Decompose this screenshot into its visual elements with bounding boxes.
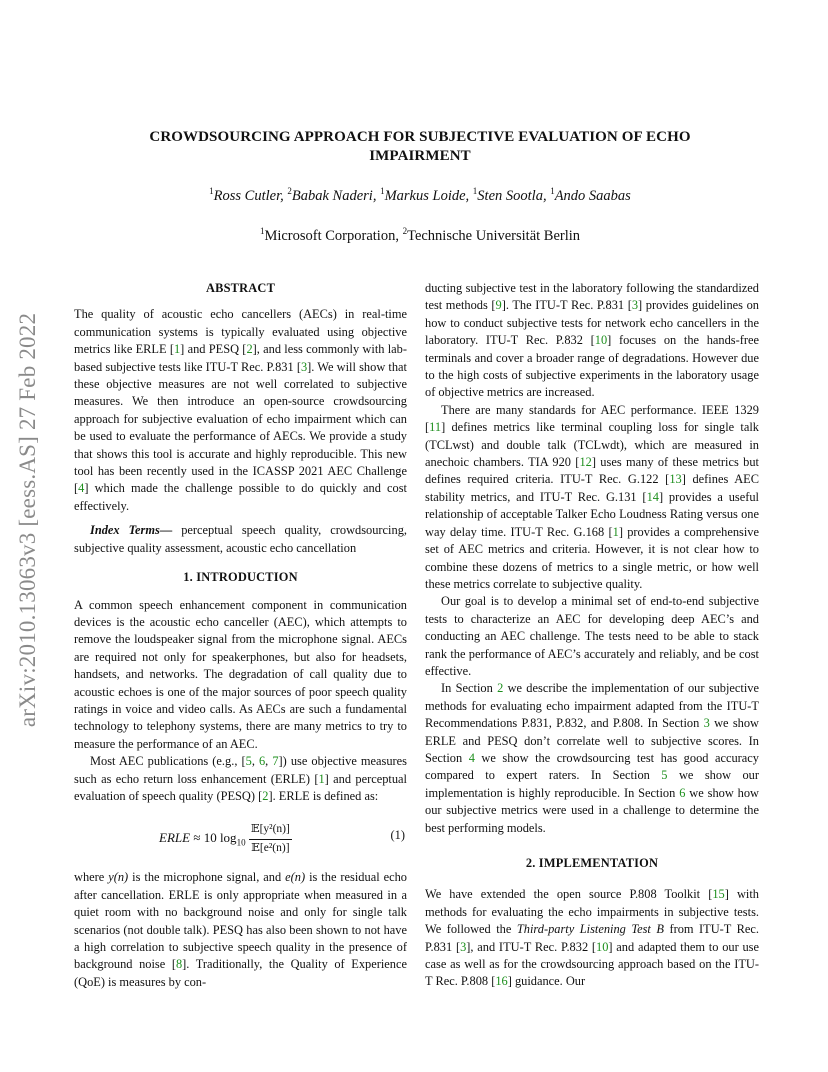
affiliation-name: Technische Universität Berlin: [407, 227, 581, 244]
citation-link[interactable]: 11: [429, 420, 442, 435]
equation-subscript: 10: [236, 837, 246, 848]
citation-link[interactable]: 16: [495, 974, 508, 989]
citation-link[interactable]: 3: [300, 359, 308, 374]
citation-link[interactable]: 8: [175, 957, 183, 972]
intro-paragraph-4: There are many standards for AEC performance. IEEE 1329 [11] defines metrics like terminal coupling loss for single talk (TCLwst) and double talk (TCLwdt), which are measured in anechoic chambers. TIA 920 [12] uses many of these metrics but defines required criteria. ITU-T Rec. G.122 [13] defines AEC stability metrics, and ITU-T Rec. G.131 [14] provides a useful relationship of acceptable Talker Echo Loudness Rating versus one way delay time. ITU-T Rec. G.168 [1] provides a comprehensive set of AEC metrics and criteria. However, it is not clear how to combine these dozens of metrics to a single metric, or how well these metrics correlate to subjective quality.: [425, 402, 760, 591]
left-column: [74, 280, 407, 991]
citation-link[interactable]: 9: [495, 298, 502, 313]
intro-paragraph-5: Our goal is to develop a minimal set of end-to-end subjective tests to characterize an AEC for developing deep AEC’s and conducting an AEC challenge. The tests need to be able to stack rank the performance of AEC’s accurately and reliably, and be cost effective.: [425, 594, 759, 678]
implementation-paragraph: We have extended the open source P.808 Toolkit [15] with methods for evaluating the echo impairments in subjective tests. We followed the Third-party Listening Test B from ITU-T Rec. P.831 [3], and ITU-T Rec. P.832 [10] and adapted them to our use case as well as for the crowdsourcing approach based on the ITU-T Rec. P.808 [16] guidance. Our: [425, 887, 759, 989]
equation-denominator: 𝔼[e²(n)]: [251, 841, 290, 854]
author-name: Ross Cutler,: [213, 187, 284, 204]
abstract-heading: ABSTRACT: [205, 281, 276, 295]
citation-link[interactable]: 2: [246, 342, 253, 357]
index-terms-label: Index Terms—: [90, 523, 173, 538]
author-name: Sten Sootla,: [477, 187, 547, 204]
arxiv-identifier: [8, 260, 48, 780]
citation-link[interactable]: 14: [646, 489, 659, 504]
author-affil-mark: 1: [209, 186, 214, 196]
equation-op: ≈ 10 log: [190, 830, 237, 846]
intro-paragraph-3: where y(n) is the microphone signal, and e(n) is the residual echo after cancellation. ERLE is only appropriate when measured in a quiet room with no background noise and only for single talk scenarios (not double talk). PESQ has also been shown to not have a high correlation to subjective speech quality in the presence of background noise [8]. Traditionally, the Quality of Experience (QoE) is measures by con-: [74, 870, 407, 989]
citation-link[interactable]: 3: [631, 298, 639, 313]
affiliation-list: [100, 226, 740, 245]
author-affil-mark: 1: [380, 186, 385, 196]
author-name: Markus Loide,: [384, 187, 470, 204]
citation-link[interactable]: 1: [318, 771, 325, 786]
citation-link[interactable]: 1: [173, 342, 181, 357]
author-affil-mark: 2: [287, 186, 292, 196]
section-link[interactable]: 4: [468, 750, 475, 765]
equation-fraction: [249, 821, 292, 857]
equation-erle: [74, 813, 407, 863]
author-name: Ando Saabas: [554, 187, 631, 204]
intro-paragraph-2: Most AEC publications (e.g., [5, 6, 7]) use objective measures such as echo return loss enhancement (ERLE) [1] and perceptual evaluation of speech quality (PESQ) [2]. ERLE is defined as:: [74, 754, 407, 803]
implementation-heading: 2. IMPLEMENTATION: [525, 856, 659, 870]
intro-heading: 1. INTRODUCTION: [183, 570, 298, 585]
author-name: Babak Naderi,: [291, 187, 377, 204]
intro-paragraph-3-cont: ducting subjective test in the laboratory following the standardized test methods [9]. The ITU-T Rec. P.831 [3] provides guidelines on how to conduct subjective tests for network echo cancellers in the laboratory. ITU-T Rec. P.832 [10] focuses on the hands-free terminals and cover a broader range of degradations. However due to the high costs of subjective experiments in the laboratory usage of objective metrics are increased.: [425, 281, 759, 400]
author-list: [100, 186, 740, 205]
citation-link[interactable]: 15: [712, 887, 725, 902]
intro-paragraph-6: In Section 2 we describe the implementation of our subjective methods for evaluating echo impairment adapted from the ITU-T Recommendations P.831, P.832, and P.808. In Section 3 we show ERLE and PESQ don’t correlate well to subjective scores. In Section 4 we show the crowdsourcing test has good accuracy compared to expert raters. In Section 5 we show our implementation is highly reproducible. In Section 6 we show how our subjective metrics were used in a challenge to determine the best performing models.: [425, 681, 760, 835]
citation-link[interactable]: 12: [579, 455, 592, 470]
index-terms: Index Terms— perceptual speech quality, crowdsourcing, subjective quality assessment, acoustic echo cancellation: [74, 523, 407, 555]
equation-number: (1): [390, 828, 405, 843]
citation-link[interactable]: 13: [669, 472, 682, 487]
right-column: [425, 280, 759, 991]
citation-link[interactable]: 10: [596, 939, 609, 954]
section-link[interactable]: 5: [661, 768, 668, 783]
citation-link[interactable]: 5: [245, 754, 252, 769]
equation-numerator: 𝔼[y²(n)]: [249, 821, 292, 839]
equation-lhs: ERLE: [159, 830, 191, 846]
citation-link[interactable]: 2: [262, 788, 269, 803]
affil-mark: 2: [402, 226, 408, 236]
citation-link[interactable]: 6: [258, 754, 266, 769]
author-affil-mark: 1: [550, 186, 555, 196]
author-affil-mark: 1: [472, 186, 478, 196]
arxiv-identifier-text: arXiv:2010.13063v3 [eess.AS] 27 Feb 2022: [15, 312, 40, 728]
citation-link[interactable]: 7: [272, 754, 279, 769]
affiliation-name: Microsoft Corporation,: [264, 227, 399, 244]
intro-paragraph-1: A common speech enhancement component in communication devices is the acoustic echo canceller (AEC), which attempts to remove the loudspeaker signal from the microphone signal. AECs are required not only for speakerphones, but also for headsets, handsets, and networks. The degradation of call quality due to acoustic echoes is one of the major sources of poor speech quality ratings in voice and video calls. As AECs are such a fundamental technology to telephony systems, there are many metrics to try to measure the performance of an AEC.: [74, 597, 407, 751]
abstract-paragraph: The quality of acoustic echo cancellers (AECs) in real-time communication systems is typically evaluated using objective metrics like ERLE [1] and PESQ [2], and less commonly with lab-based subjective tests like ITU-T Rec. P.831 [3]. We will show that these objective measures are not well correlated to subjective measures. We then introduce an open-source crowdsourcing approach for subjective evaluation of echo impairment which can be used to evaluate the performance of AECs. We provide a study that shows this tool is accurate and highly reproducible. This new tool has been recently used in the ICASSP 2021 AEC Challenge [4] which made the challenge possible to do quickly and cost effectively.: [74, 307, 407, 513]
citation-link[interactable]: 10: [594, 333, 608, 348]
paper-title: CROWDSOURCING APPROACH FOR SUBJECTIVE EVALUATION OF ECHO IMPAIRMENT: [149, 129, 691, 164]
section-link[interactable]: 6: [679, 785, 686, 800]
citation-link[interactable]: 1: [612, 524, 619, 539]
citation-link[interactable]: 4: [78, 481, 85, 496]
citation-link[interactable]: 3: [460, 939, 467, 954]
section-link[interactable]: 2: [497, 681, 504, 696]
section-link[interactable]: 3: [703, 716, 710, 731]
affil-mark: 1: [259, 226, 265, 236]
